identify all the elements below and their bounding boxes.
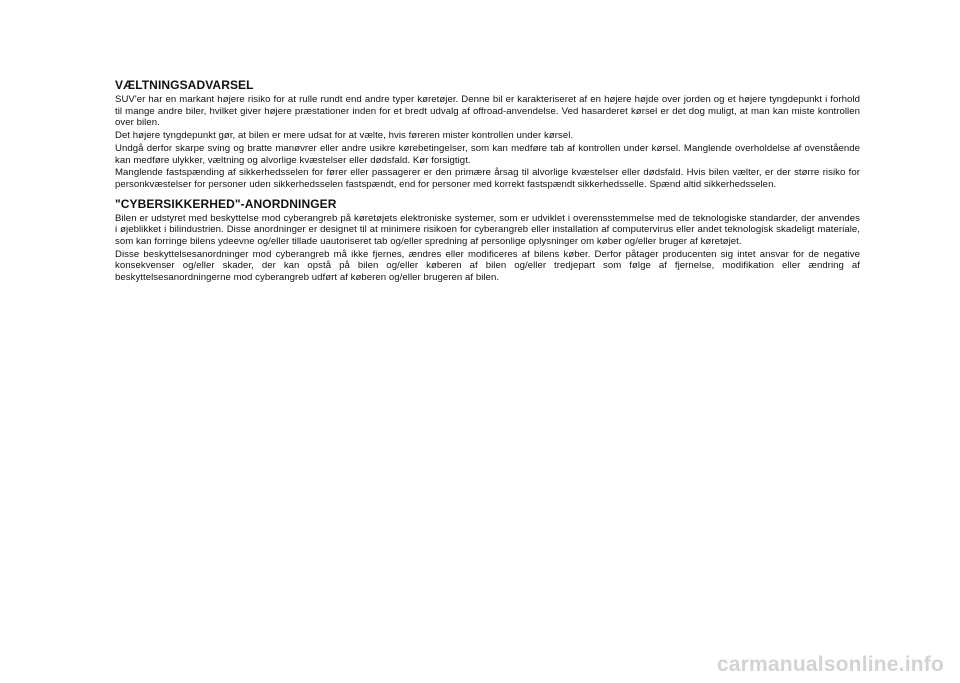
cybersecurity-section <box>115 197 860 284</box>
watermark-text: carmanualsonline.info <box>716 653 944 676</box>
rollover-warning-section <box>115 78 860 191</box>
paragraph: Det højere tyngdepunkt gør, at bilen er mere udsat for at vælte, hvis føreren mister kontrollen under kørsel. <box>115 130 574 142</box>
paragraph: Manglende fastspænding af sikkerhedsselen for fører eller passagerer er den primære årsag til alvorlige kvæstelser eller dødsfald. Hvis bilen vælter, er der større risiko for personkvæstelser for personer uden sikkerhedsselen fastspændt, end for personer med korrekt fastspændt sikkerhedsselle. Spænd altid sikkerhedsselen. <box>115 167 860 190</box>
paragraph: Undgå derfor skarpe sving og bratte manøvrer eller andre usikre kørebetingelser, som kan medføre tab af kontrollen under kørsel. Manglende overholdelse af ovenstående kan medføre ulykker, væltning og alvorlige kvæstelser eller dødsfald. Kør forsigtigt. <box>115 142 860 166</box>
paragraph: Bilen er udstyret med beskyttelse mod cyberangreb på køretøjets elektroniske systemer, som er udviklet i overensstemmelse med de teknologiske standarder, der anvendes i øjeblikket i bilindustrien. Disse anordninger er designet til at minimere risikoen for cyberangreb eller installation af computervirus eller andet teknologisk skadeligt materiale, som kan forringe bilens ydeevne og/eller tillade uautoriseret tab og/eller spredning af personlige oplysninger om køber og/eller bruger af køretøjet. <box>115 212 860 248</box>
paragraph: Disse beskyttelsesanordninger mod cyberangreb må ikke fjernes, ændres eller modificeres af bilens køber. Derfor påtager producenten sig intet ansvar for de negative konsekvenser og/eller skader, der kan opstå på bilen og/eller køberen af bilen og/eller tredjepart som følge af fjernelse, modifikation eller ændring af beskyttelsesanordningerne mod cyberangreb udført af køberen og/eller brugeren af bilen. <box>115 248 860 284</box>
manual-page <box>115 78 860 290</box>
section-heading: "CYBERSIKKERHED"-ANORDNINGER <box>115 196 337 211</box>
section-heading: VÆLTNINGSADVARSEL <box>115 78 254 92</box>
paragraph: SUV'er har en markant højere risiko for at rulle rundt end andre typer køretøjer. Denne bil er karakteriseret af en højere højde over jorden og et højere tyngdepunkt i forhold til mange andre biler, hvilket giver højere præstationer inden for et bredt udvalg af offroad-anvendelse. Ved hasarderet kørsel er det dog muligt, at man kan miste kontrollen over bilen. <box>115 94 860 129</box>
